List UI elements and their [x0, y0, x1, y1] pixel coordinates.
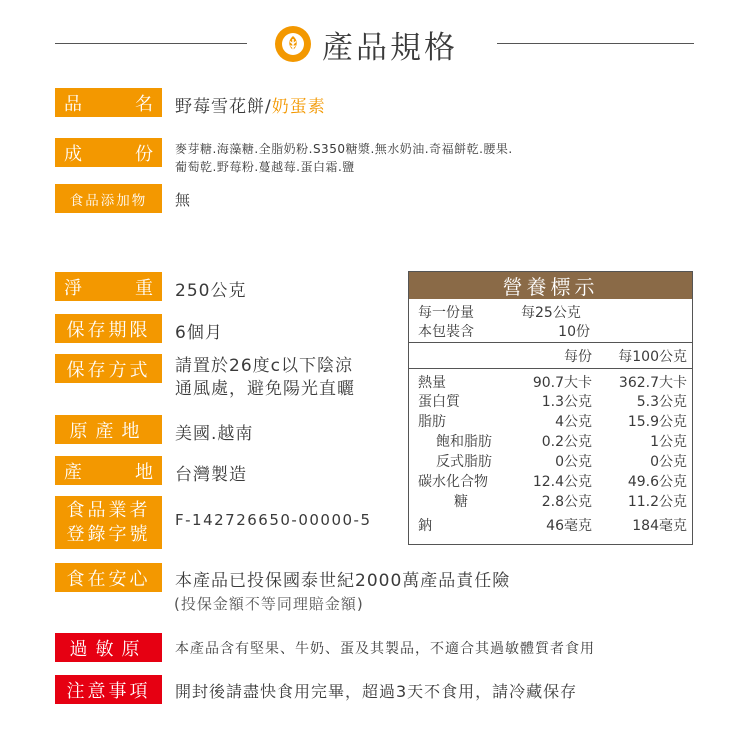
col-per-serving: 每份	[564, 349, 592, 365]
nutrient-per-serving: 1.3公克	[541, 394, 592, 410]
value-insurance: 本產品已投保國泰世紀2000萬產品責任險	[175, 571, 511, 591]
label-insurance: 食在安心	[55, 563, 162, 592]
nutrient-per-100g: 15.9公克	[627, 414, 687, 430]
value-registration: F-142726650-00000-5	[175, 511, 372, 529]
title-rule-left	[55, 43, 247, 44]
value-insurance-note: (投保金額不等同理賠金額)	[174, 595, 364, 613]
value-shelf-life: 6個月	[175, 323, 223, 343]
nutrient-name: 反式脂肪	[436, 454, 492, 470]
nutrient-per-100g: 5.3公克	[636, 394, 687, 410]
page-title: 產品規格	[322, 30, 458, 66]
title-rule-right	[497, 43, 694, 44]
label-allergen: 過敏原	[55, 633, 162, 662]
nutrient-per-100g: 362.7大卡	[618, 375, 687, 391]
nutrient-per-serving: 2.8公克	[541, 494, 592, 510]
label-ingredients: 成 份	[55, 138, 162, 167]
nutrient-per-100g: 49.6公克	[627, 474, 687, 490]
label-name: 品 名	[55, 88, 162, 117]
value-allergen: 本產品含有堅果、牛奶、蛋及其製品，不適合其過敏體質者食用	[175, 641, 595, 657]
nutrient-name: 糖	[454, 494, 468, 510]
leaf-icon	[275, 26, 311, 62]
nutrient-per-serving: 0公克	[555, 454, 592, 470]
label-origin: 原產地	[55, 415, 162, 444]
col-per-100g: 每100公克	[618, 349, 687, 365]
nutrient-per-serving: 12.4公克	[532, 474, 592, 490]
nutrition-divider	[409, 368, 692, 369]
label-registration: 食品業者 登錄字號	[55, 496, 162, 549]
nutrient-per-100g: 184毫克	[632, 518, 687, 534]
nutrient-per-100g: 0公克	[650, 454, 687, 470]
value-producer: 台灣製造	[175, 465, 247, 485]
nutrition-table	[408, 271, 693, 545]
nutrient-name: 熱量	[418, 375, 446, 391]
nutrient-per-100g: 11.2公克	[627, 494, 687, 510]
nutrient-per-100g: 1公克	[650, 434, 687, 450]
nutrient-per-serving: 46毫克	[546, 518, 592, 534]
nutrient-name: 碳水化合物	[418, 474, 488, 490]
serving-size-value: 每25公克	[521, 305, 581, 321]
nutrient-per-serving: 4公克	[555, 414, 592, 430]
label-storage: 保存方式	[55, 354, 162, 383]
nutrient-per-serving: 0.2公克	[541, 434, 592, 450]
value-weight: 250公克	[175, 281, 247, 301]
nutrient-name: 蛋白質	[418, 394, 460, 410]
nutrient-name: 鈉	[418, 518, 432, 534]
label-producer: 產 地	[55, 456, 162, 485]
value-storage: 請置於26度c以下陰涼 通風處，避免陽光直曬	[175, 356, 355, 399]
label-shelf-life: 保存期限	[55, 314, 162, 343]
serving-size-label: 每一份量	[418, 305, 474, 321]
nutrition-title: 營養標示	[409, 272, 692, 299]
value-ingredients: 麥芽糖.海藻糖.全脂奶粉.S350糖漿.無水奶油.奇福餅乾.腰果. 葡萄乾.野莓粉.蔓越莓.蛋白霜.鹽	[175, 142, 513, 174]
label-additives: 食品添加物	[55, 184, 162, 213]
value-caution: 開封後請盡快食用完畢，超過3天不食用，請冷藏保存	[175, 682, 578, 701]
value-origin: 美國.越南	[175, 424, 254, 444]
nutrient-name: 飽和脂肪	[436, 434, 492, 450]
nutrient-name: 脂肪	[418, 414, 446, 430]
servings-value: 10份	[558, 324, 590, 340]
nutrient-per-serving: 90.7大卡	[532, 375, 592, 391]
label-weight: 淨 重	[55, 272, 162, 301]
label-caution: 注意事項	[55, 675, 162, 704]
value-name: 野莓雪花餅/奶蛋素	[175, 97, 326, 117]
servings-label: 本包裝含	[418, 324, 474, 340]
value-additives: 無	[175, 191, 192, 209]
nutrition-divider	[409, 342, 692, 343]
